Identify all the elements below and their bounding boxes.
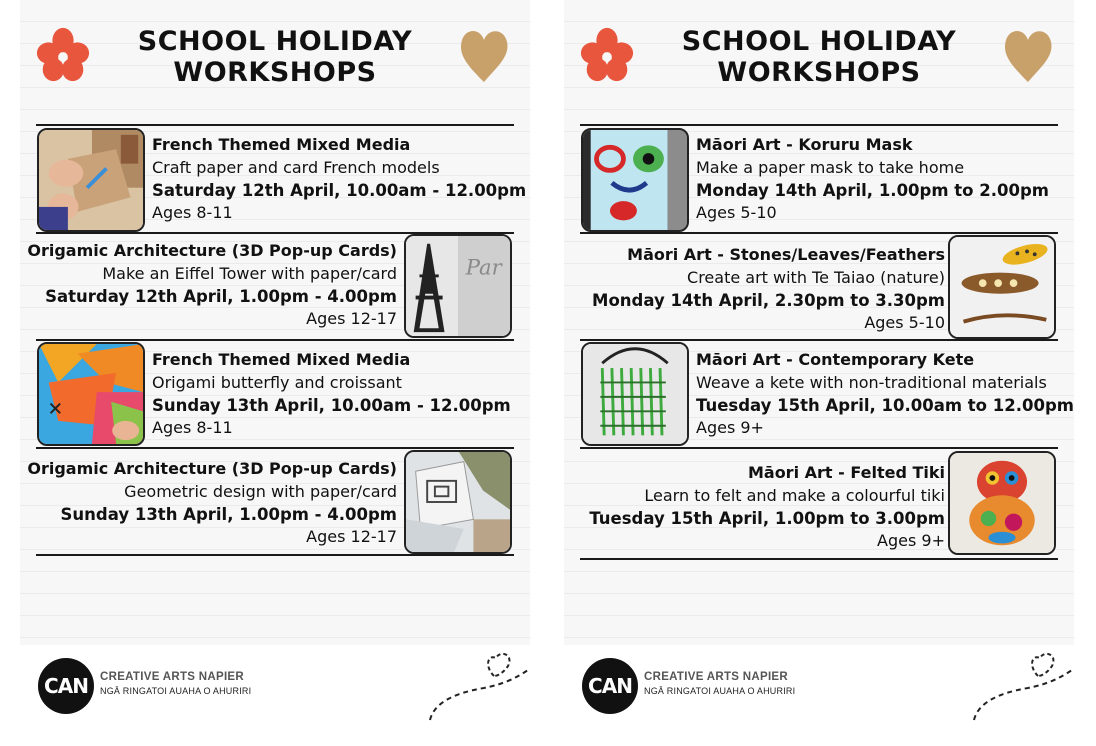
eiffel-tower-popup-photo [404,234,512,338]
org-subtitle: NGĀ RINGATOI AUAHA O AHURIRI [100,686,252,696]
svg-text:Par: Par [465,254,502,280]
workshop-description: Craft paper and card French models [152,158,440,177]
org-subtitle: NGĀ RINGATOI AUAHA O AHURIRI [644,686,796,696]
divider [580,339,1058,341]
workshop-item [696,349,1074,439]
divider [36,554,514,556]
workshop-date: Sunday 13th April, 10.00am - 12.00pm [152,396,511,415]
poster-right [564,0,1074,746]
workshop-ages: Ages 8-11 [152,203,233,222]
workshop-date: Sunday 13th April, 1.00pm - 4.00pm [60,505,397,524]
workshop-title: Origamic Architecture (3D Pop-up Cards) [27,241,397,260]
logo: CAN [38,658,94,714]
workshop-description: Origami butterfly and croissant [152,373,402,392]
workshop-ages: Ages 12-17 [306,527,397,546]
dashed-heart-doodle-icon [424,648,530,724]
workshop-title: Origamic Architecture (3D Pop-up Cards) [27,459,397,478]
workshop-item [152,349,522,439]
workshop-title: Māori Art - Contemporary Kete [696,350,975,369]
leaves-art-photo [948,235,1056,339]
workshop-item [26,240,397,330]
workshop-ages: Ages 9+ [696,418,764,437]
workshop-date: Tuesday 15th April, 10.00am to 12.00pm [696,396,1074,415]
heart-icon [458,26,510,84]
divider [36,447,514,449]
flower-icon [578,26,636,84]
workshop-ages: Ages 9+ [877,531,945,550]
flower-icon [34,26,92,84]
workshop-date: Monday 14th April, 1.00pm to 2.00pm [696,181,1049,200]
paper-craft-photo [37,128,145,232]
felted-tiki-photo [948,451,1056,555]
workshop-title: Māori Art - Stones/Leaves/Feathers [627,245,945,264]
workshop-title: Māori Art - Koruru Mask [696,135,913,154]
workshop-ages: Ages 5-10 [864,313,945,332]
geometric-popup-photo [404,450,512,554]
logo: CAN [582,658,638,714]
dashed-heart-doodle-icon [968,648,1074,724]
divider [580,558,1058,560]
workshop-date: Tuesday 15th April, 1.00pm to 3.00pm [589,509,945,528]
workshop-title: French Themed Mixed Media [152,350,411,369]
workshop-ages: Ages 12-17 [306,309,397,328]
workshop-date: Monday 14th April, 2.30pm to 3.30pm [592,291,945,310]
koruru-mask-photo [581,128,689,232]
workshop-item [572,462,945,552]
workshop-description: Weave a kete with non-traditional materials [696,373,1047,392]
workshop-item [572,244,945,334]
org-name: CREATIVE ARTS NAPIER [644,671,789,683]
workshop-title: Māori Art - Felted Tiki [747,463,945,482]
workshop-date: Saturday 12th April, 1.00pm - 4.00pm [45,287,397,306]
divider [36,124,514,126]
divider [580,447,1058,449]
page-title: SCHOOL HOLIDAY WORKSHOPS [681,26,957,88]
divider [580,232,1058,234]
workshop-item [152,134,527,224]
workshop-item [696,134,1066,224]
org-name: CREATIVE ARTS NAPIER [100,671,245,683]
page-title: SCHOOL HOLIDAY WORKSHOPS [137,26,413,88]
workshop-description: Geometric design with paper/card [124,482,397,501]
workshop-ages: Ages 5-10 [696,203,777,222]
workshop-description: Make an Eiffel Tower with paper/card [102,264,397,283]
workshop-description: Learn to felt and make a colourful tiki [644,486,945,505]
workshop-title: French Themed Mixed Media [152,135,411,154]
divider [36,339,514,341]
workshop-date: Saturday 12th April, 10.00am - 12.00pm [152,181,527,200]
workshop-description: Make a paper mask to take home [696,158,965,177]
poster-left [20,0,530,746]
workshop-ages: Ages 8-11 [152,418,233,437]
origami-photo [37,342,145,446]
workshop-item [26,458,397,548]
divider [580,124,1058,126]
heart-icon [1002,26,1054,84]
workshop-description: Create art with Te Taiao (nature) [687,268,945,287]
kete-weaving-photo [581,342,689,446]
